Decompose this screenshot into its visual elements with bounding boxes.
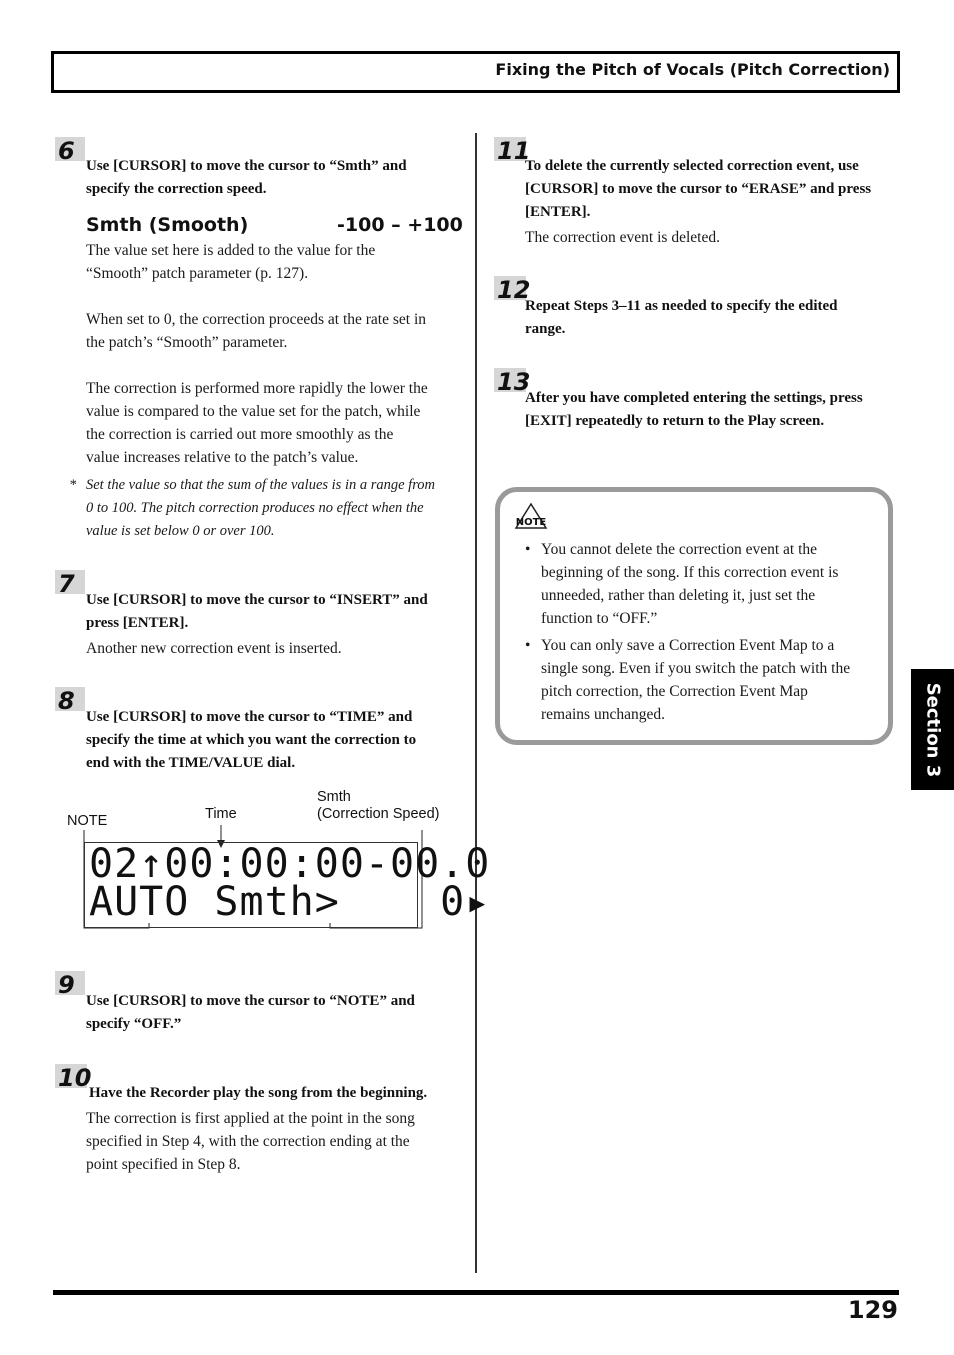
text-line: You can only save a Correction Event Map to a bbox=[541, 637, 835, 654]
text-line: The correction is first applied at the point in the song bbox=[86, 1110, 415, 1127]
text-line: (Correction Speed) bbox=[317, 806, 440, 822]
step-number-12: 12 bbox=[494, 276, 526, 300]
text-line: pitch correction, the Correction Event Map bbox=[541, 683, 808, 700]
section-tab-label: Section 3 bbox=[922, 682, 943, 777]
text-line: You cannot delete the correction event at the bbox=[541, 541, 818, 558]
step10-instruction: Have the Recorder play the song from the beginning. bbox=[89, 1085, 428, 1101]
text-line: unneeded, rather than deleting it, just set the bbox=[541, 587, 816, 604]
step-number-6: 6 bbox=[55, 137, 85, 161]
text-line: range. bbox=[525, 321, 566, 337]
running-header bbox=[51, 51, 900, 93]
bullet-marker: • bbox=[525, 541, 531, 558]
step11-instruction bbox=[525, 155, 871, 224]
step7-body: Another new correction event is inserted. bbox=[86, 640, 342, 657]
lcd-label-smth bbox=[317, 789, 440, 823]
text-line: Smth bbox=[317, 789, 351, 805]
column-divider bbox=[475, 133, 477, 1273]
step6-paragraph-3 bbox=[86, 377, 428, 469]
text-line: remains unchanged. bbox=[541, 706, 665, 723]
text-line: specified in Step 4, with the correction ending at the bbox=[86, 1133, 410, 1150]
text-line: specify the correction speed. bbox=[86, 181, 267, 197]
text-line: the correction is carried out more smoothly as the bbox=[86, 426, 394, 443]
step-number-10: 10 bbox=[55, 1064, 87, 1088]
step-number-7: 7 bbox=[55, 570, 85, 594]
text-line: Use [CURSOR] to move the cursor to “TIME” and bbox=[86, 709, 413, 725]
text-line: [ENTER]. bbox=[525, 204, 591, 220]
note-box bbox=[495, 487, 893, 745]
text-line: value is compared to the value set for the patch, while bbox=[86, 403, 421, 420]
note-bullet-2 bbox=[541, 634, 850, 726]
param-name: Smth (Smooth) bbox=[86, 214, 249, 236]
step13-instruction bbox=[525, 387, 863, 433]
lcd-label-note: NOTE bbox=[67, 813, 108, 829]
param-range: -100 – +100 bbox=[337, 214, 463, 236]
page-number: 129 bbox=[847, 1296, 898, 1324]
note-icon-label: NOTE bbox=[515, 517, 547, 528]
note-icon bbox=[513, 502, 549, 539]
step12-instruction bbox=[525, 295, 837, 341]
text-line: The correction is performed more rapidly the lower the bbox=[86, 380, 428, 397]
step6-note bbox=[86, 474, 435, 543]
lcd-screen bbox=[84, 841, 491, 928]
text-line: Use [CURSOR] to move the cursor to “Smth” and bbox=[86, 158, 407, 174]
text-line: point specified in Step 8. bbox=[86, 1156, 241, 1173]
step-number-9: 9 bbox=[55, 971, 85, 995]
step-number-8: 8 bbox=[55, 687, 85, 711]
text-line: Repeat Steps 3–11 as needed to specify the edited bbox=[525, 298, 838, 314]
lcd-row-1: 02↑00:00:00-00.0 bbox=[89, 841, 491, 887]
bullet-marker: • bbox=[525, 637, 531, 654]
text-line: After you have completed entering the settings, press bbox=[525, 390, 863, 406]
text-line: specify “OFF.” bbox=[86, 1016, 182, 1032]
step-number-13: 13 bbox=[494, 368, 526, 392]
text-line: “Smooth” patch parameter (p. 127). bbox=[86, 265, 309, 282]
text-line: value is set below 0 or over 100. bbox=[86, 523, 275, 539]
text-line: function to “OFF.” bbox=[541, 610, 658, 627]
text-line: When set to 0, the correction proceeds at the rate set in bbox=[86, 311, 427, 328]
lcd-label-time: Time bbox=[205, 806, 237, 822]
text-line: The value set here is added to the value for the bbox=[86, 242, 376, 259]
text-line: 0 to 100. The pitch correction produces no effect when the bbox=[86, 500, 424, 516]
step6-instruction bbox=[86, 155, 407, 201]
text-line: beginning of the song. If this correction event is bbox=[541, 564, 839, 581]
step-number-11: 11 bbox=[494, 137, 526, 161]
lcd-row-2: AUTO Smth> 0▸ bbox=[89, 879, 491, 925]
text-line: Use [CURSOR] to move the cursor to “NOTE” and bbox=[86, 993, 415, 1009]
text-line: Set the value so that the sum of the values is in a range from bbox=[86, 477, 436, 493]
text-line: single song. Even if you switch the patch with the bbox=[541, 660, 851, 677]
text-line: the patch’s “Smooth” parameter. bbox=[86, 334, 288, 351]
step8-instruction bbox=[86, 706, 416, 775]
step6-paragraph-1 bbox=[86, 239, 375, 285]
text-line: To delete the currently selected correction event, use bbox=[525, 158, 859, 174]
text-line: Use [CURSOR] to move the cursor to “INSERT” and bbox=[86, 592, 428, 608]
text-line: [EXIT] repeatedly to return to the Play screen. bbox=[525, 413, 825, 429]
note-asterisk: * bbox=[69, 477, 77, 493]
step10-body bbox=[86, 1107, 415, 1176]
section-tab bbox=[911, 669, 954, 790]
text-line: specify the time at which you want the correction to bbox=[86, 732, 417, 748]
text-line: press [ENTER]. bbox=[86, 615, 189, 631]
step7-instruction bbox=[86, 589, 428, 635]
note-bullet-1 bbox=[541, 538, 838, 630]
step6-paragraph-2 bbox=[86, 308, 426, 354]
step9-instruction bbox=[86, 990, 415, 1036]
step11-body: The correction event is deleted. bbox=[525, 229, 720, 246]
text-line: value increases relative to the patch’s value. bbox=[86, 449, 359, 466]
text-line: end with the TIME/VALUE dial. bbox=[86, 755, 296, 771]
header-title: Fixing the Pitch of Vocals (Pitch Correction) bbox=[495, 60, 890, 79]
footer-rule bbox=[53, 1290, 899, 1295]
text-line: [CURSOR] to move the cursor to “ERASE” and press bbox=[525, 181, 872, 197]
